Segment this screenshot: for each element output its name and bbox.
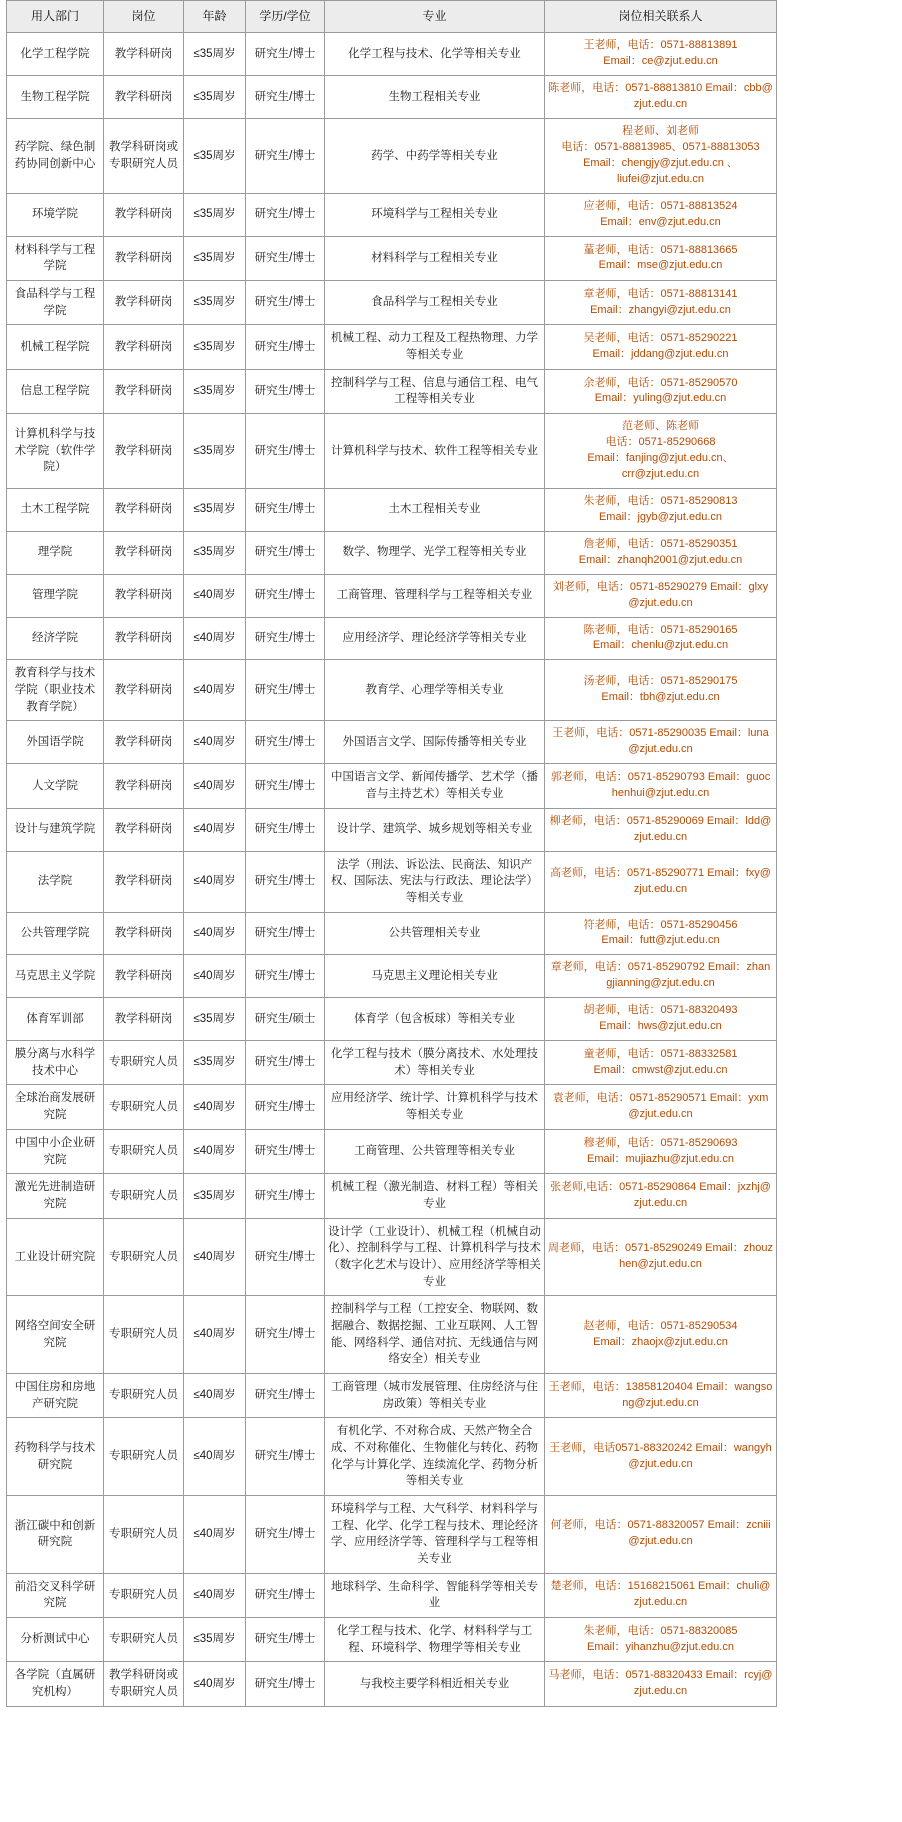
cell-age: ≤40周岁 <box>184 1373 246 1417</box>
cell-department: 环境学院 <box>7 193 104 236</box>
cell-contact: 穆老师，电话：0571-85290693 Email：mujiazhu@zjut.edu.cn <box>545 1129 777 1173</box>
cell-major: 化学工程与技术、化学、材料科学与工程、环境科学、物理学等相关专业 <box>325 1617 545 1661</box>
table-row <box>7 325 777 369</box>
cell-education: 研究生/博士 <box>246 912 325 955</box>
cell-major: 设计学、建筑学、城乡规划等相关专业 <box>325 808 545 851</box>
cell-post: 教学科研岗 <box>104 193 184 236</box>
cell-department: 法学院 <box>7 851 104 912</box>
cell-age: ≤35周岁 <box>184 414 246 489</box>
cell-contact: 马老师，电话：0571-88320433 Email：rcyj@zjut.edu.cn <box>545 1662 777 1706</box>
cell-education: 研究生/博士 <box>246 1495 325 1573</box>
cell-major: 土木工程相关专业 <box>325 488 545 531</box>
cell-post: 教学科研岗 <box>104 808 184 851</box>
cell-contact: 符老师，电话：0571-85290456 Email：futt@zjut.edu.cn <box>545 912 777 955</box>
cell-age: ≤35周岁 <box>184 369 246 413</box>
cell-department: 全球治商发展研究院 <box>7 1085 104 1129</box>
cell-post: 教学科研岗 <box>104 764 184 808</box>
cell-post: 专职研究人员 <box>104 1041 184 1085</box>
cell-education: 研究生/博士 <box>246 955 325 998</box>
cell-post: 专职研究人员 <box>104 1418 184 1496</box>
table-row <box>7 193 777 236</box>
cell-education: 研究生/博士 <box>246 764 325 808</box>
cell-major: 环境科学与工程相关专业 <box>325 193 545 236</box>
table-row <box>7 414 777 489</box>
cell-department: 化学工程学院 <box>7 33 104 76</box>
cell-major: 马克思主义理论相关专业 <box>325 955 545 998</box>
cell-contact: 王老师，电话：13858120404 Email：wangsong@zjut.edu.cn <box>545 1373 777 1417</box>
cell-department: 膜分离与水科学技术中心 <box>7 1041 104 1085</box>
cell-post: 教学科研岗 <box>104 488 184 531</box>
cell-education: 研究生/博士 <box>246 1174 325 1218</box>
cell-major: 中国语言文学、新闻传播学、艺术学（播音与主持艺术）等相关专业 <box>325 764 545 808</box>
cell-major: 机械工程（激光制造、材料工程）等相关专业 <box>325 1174 545 1218</box>
cell-education: 研究生/博士 <box>246 1085 325 1129</box>
cell-department: 激光先进制造研究院 <box>7 1174 104 1218</box>
table-row <box>7 531 777 574</box>
cell-contact: 童老师，电话：0571-88332581 Email：cmwst@zjut.edu.cn <box>545 1041 777 1085</box>
table-row <box>7 574 777 617</box>
cell-major: 与我校主要学科相近相关专业 <box>325 1662 545 1706</box>
cell-major: 机械工程、动力工程及工程热物理、力学等相关专业 <box>325 325 545 369</box>
cell-age: ≤35周岁 <box>184 1617 246 1661</box>
cell-age: ≤35周岁 <box>184 1174 246 1218</box>
cell-age: ≤40周岁 <box>184 1662 246 1706</box>
cell-major: 工商管理、公共管理等相关专业 <box>325 1129 545 1173</box>
cell-post: 教学科研岗 <box>104 660 184 721</box>
cell-post: 专职研究人员 <box>104 1218 184 1296</box>
cell-major: 设计学（工业设计）、机械工程（机械自动化）、控制科学与工程、计算机科学与技术（数字化艺术与设计）、应用经济学等相关专业 <box>325 1218 545 1296</box>
cell-major: 控制科学与工程、信息与通信工程、电气工程等相关专业 <box>325 369 545 413</box>
table-row <box>7 1373 777 1417</box>
cell-major: 工商管理（城市发展管理、住房经济与住房政策）等相关专业 <box>325 1373 545 1417</box>
cell-department: 人文学院 <box>7 764 104 808</box>
cell-contact: 陈老师，电话：0571-85290165 Email：chenlu@zjut.edu.cn <box>545 617 777 660</box>
cell-education: 研究生/博士 <box>246 33 325 76</box>
cell-age: ≤40周岁 <box>184 1418 246 1496</box>
cell-post: 专职研究人员 <box>104 1495 184 1573</box>
cell-contact: 章老师，电话：0571-85290792 Email：zhangjianning@zjut.edu.cn <box>545 955 777 998</box>
cell-department: 材料科学与工程学院 <box>7 236 104 280</box>
cell-department: 经济学院 <box>7 617 104 660</box>
cell-contact: 张老师,电话：0571-85290864 Email：jxzhj@zjut.edu.cn <box>545 1174 777 1218</box>
cell-major: 控制科学与工程（工控安全、物联网、数据融合、数据挖掘、工业互联网、人工智能、网络科学、通信对抗、无线通信与网络安全）相关专业 <box>325 1296 545 1374</box>
cell-department: 工业设计研究院 <box>7 1218 104 1296</box>
cell-contact: 汤老师，电话：0571-85290175 Email：tbh@zjut.edu.cn <box>545 660 777 721</box>
cell-department: 机械工程学院 <box>7 325 104 369</box>
column-header-major: 专业 <box>325 1 545 33</box>
cell-education: 研究生/博士 <box>246 1662 325 1706</box>
cell-age: ≤35周岁 <box>184 998 246 1041</box>
cell-post: 教学科研岗或专职研究人员 <box>104 119 184 194</box>
cell-post: 教学科研岗 <box>104 76 184 119</box>
cell-post: 教学科研岗 <box>104 955 184 998</box>
table-row <box>7 1129 777 1173</box>
table-row <box>7 236 777 280</box>
cell-contact: 柳老师，电话：0571-85290069 Email：ldd@zjut.edu.cn <box>545 808 777 851</box>
cell-contact: 刘老师，电话：0571-85290279 Email：glxy@zjut.edu.cn <box>545 574 777 617</box>
cell-major: 地球科学、生命科学、智能科学等相关专业 <box>325 1573 545 1617</box>
cell-education: 研究生/硕士 <box>246 998 325 1041</box>
cell-post: 教学科研岗 <box>104 236 184 280</box>
cell-major: 外国语言文学、国际传播等相关专业 <box>325 721 545 764</box>
cell-post: 教学科研岗 <box>104 531 184 574</box>
table-row <box>7 281 777 325</box>
cell-contact: 蓳老师，电话：0571-88813665 Email：mse@zjut.edu.cn <box>545 236 777 280</box>
cell-age: ≤40周岁 <box>184 1085 246 1129</box>
cell-department: 马克思主义学院 <box>7 955 104 998</box>
cell-department: 食品科学与工程学院 <box>7 281 104 325</box>
table-header <box>7 1 777 33</box>
cell-contact: 范老师、陈老师 电话：0571-85290668 Email：fanjing@zjut.edu.cn、 crr@zjut.edu.cn <box>545 414 777 489</box>
cell-contact: 吴老师，电话：0571-85290221 Email：jddang@zjut.edu.cn <box>545 325 777 369</box>
cell-age: ≤40周岁 <box>184 574 246 617</box>
cell-major: 生物工程相关专业 <box>325 76 545 119</box>
cell-age: ≤35周岁 <box>184 1041 246 1085</box>
cell-education: 研究生/博士 <box>246 1418 325 1496</box>
cell-age: ≤35周岁 <box>184 531 246 574</box>
table-row <box>7 369 777 413</box>
cell-contact: 朱老师，电话：0571-88320085 Email：yihanzhu@zjut.edu.cn <box>545 1617 777 1661</box>
cell-post: 教学科研岗 <box>104 998 184 1041</box>
cell-contact: 郭老师，电话：0571-85290793 Email：guochenhui@zjut.edu.cn <box>545 764 777 808</box>
cell-age: ≤35周岁 <box>184 325 246 369</box>
cell-contact: 何老师，电话：0571-88320057 Email：zcniii@zjut.edu.cn <box>545 1495 777 1573</box>
cell-department: 生物工程学院 <box>7 76 104 119</box>
cell-department: 分析测试中心 <box>7 1617 104 1661</box>
cell-contact: 赵老师，电话：0571-85290534 Email：zhaojx@zjut.edu.cn <box>545 1296 777 1374</box>
table-row <box>7 617 777 660</box>
cell-education: 研究生/博士 <box>246 1129 325 1173</box>
cell-department: 中国住房和房地产研究院 <box>7 1373 104 1417</box>
cell-department: 浙江碳中和创新研究院 <box>7 1495 104 1573</box>
table-header-row <box>7 1 777 33</box>
cell-department: 教育科学与技术学院（职业技术教育学院） <box>7 660 104 721</box>
cell-department: 设计与建筑学院 <box>7 808 104 851</box>
cell-education: 研究生/博士 <box>246 617 325 660</box>
column-header-contact: 岗位相关联系人 <box>545 1 777 33</box>
cell-education: 研究生/博士 <box>246 531 325 574</box>
cell-age: ≤40周岁 <box>184 1296 246 1374</box>
cell-post: 教学科研岗 <box>104 414 184 489</box>
table-row <box>7 660 777 721</box>
cell-age: ≤40周岁 <box>184 660 246 721</box>
cell-contact: 王老师，电话：0571-88813891 Email：ce@zjut.edu.cn <box>545 33 777 76</box>
cell-major: 环境科学与工程、大气科学、材料科学与工程、化学、化学工程与技术、理论经济学、应用经济学等、管理科学与工程等相关专业 <box>325 1495 545 1573</box>
table-row <box>7 764 777 808</box>
table-row <box>7 912 777 955</box>
cell-contact: 王老师，电话0571-88320242 Email：wangyh@zjut.edu.cn <box>545 1418 777 1496</box>
cell-education: 研究生/博士 <box>246 660 325 721</box>
cell-major: 有机化学、不对称合成、天然产物全合成、不对称催化、生物催化与转化、药物化学与计算化学、连续流化学、药物分析等相关专业 <box>325 1418 545 1496</box>
table-row <box>7 998 777 1041</box>
table-row <box>7 1296 777 1374</box>
table-row <box>7 1218 777 1296</box>
cell-post: 教学科研岗 <box>104 369 184 413</box>
cell-age: ≤35周岁 <box>184 33 246 76</box>
cell-education: 研究生/博士 <box>246 1218 325 1296</box>
cell-education: 研究生/博士 <box>246 808 325 851</box>
cell-department: 计算机科学与技术学院（软件学院） <box>7 414 104 489</box>
table-row <box>7 1085 777 1129</box>
column-header-post: 岗位 <box>104 1 184 33</box>
cell-department: 土木工程学院 <box>7 488 104 531</box>
cell-age: ≤40周岁 <box>184 1495 246 1573</box>
cell-department: 药物科学与技术研究院 <box>7 1418 104 1496</box>
cell-department: 管理学院 <box>7 574 104 617</box>
cell-department: 药学院、绿色制药协同创新中心 <box>7 119 104 194</box>
table-row <box>7 76 777 119</box>
table-row <box>7 721 777 764</box>
table-row <box>7 1495 777 1573</box>
cell-department: 公共管理学院 <box>7 912 104 955</box>
cell-education: 研究生/博士 <box>246 1296 325 1374</box>
cell-department: 中国中小企业研究院 <box>7 1129 104 1173</box>
table-row <box>7 119 777 194</box>
cell-contact: 周老师，电话：0571-85290249 Email：zhouzhen@zjut.edu.cn <box>545 1218 777 1296</box>
cell-major: 体育学（包含板球）等相关专业 <box>325 998 545 1041</box>
cell-post: 教学科研岗 <box>104 912 184 955</box>
cell-education: 研究生/博士 <box>246 193 325 236</box>
cell-age: ≤40周岁 <box>184 764 246 808</box>
cell-education: 研究生/博士 <box>246 281 325 325</box>
cell-major: 教育学、心理学等相关专业 <box>325 660 545 721</box>
cell-age: ≤40周岁 <box>184 1129 246 1173</box>
cell-education: 研究生/博士 <box>246 488 325 531</box>
cell-post: 专职研究人员 <box>104 1085 184 1129</box>
cell-major: 药学、中药学等相关专业 <box>325 119 545 194</box>
table-row <box>7 1174 777 1218</box>
cell-age: ≤40周岁 <box>184 912 246 955</box>
cell-post: 教学科研岗 <box>104 574 184 617</box>
cell-education: 研究生/博士 <box>246 1373 325 1417</box>
cell-age: ≤40周岁 <box>184 617 246 660</box>
cell-major: 计算机科学与技术、软件工程等相关专业 <box>325 414 545 489</box>
cell-education: 研究生/博士 <box>246 76 325 119</box>
cell-post: 专职研究人员 <box>104 1373 184 1417</box>
cell-major: 工商管理、管理科学与工程等相关专业 <box>325 574 545 617</box>
cell-post: 教学科研岗或专职研究人员 <box>104 1662 184 1706</box>
table-row <box>7 1662 777 1706</box>
cell-department: 各学院（直属研究机构） <box>7 1662 104 1706</box>
cell-major: 公共管理相关专业 <box>325 912 545 955</box>
cell-department: 理学院 <box>7 531 104 574</box>
cell-age: ≤40周岁 <box>184 1573 246 1617</box>
cell-age: ≤35周岁 <box>184 236 246 280</box>
cell-contact: 朱老师，电话：0571-85290813 Email：jgyb@zjut.edu.cn <box>545 488 777 531</box>
cell-contact: 陈老师，电话：0571-88813810 Email：cbb@zjut.edu.cn <box>545 76 777 119</box>
cell-education: 研究生/博士 <box>246 1041 325 1085</box>
cell-post: 专职研究人员 <box>104 1129 184 1173</box>
table-row <box>7 488 777 531</box>
cell-post: 专职研究人员 <box>104 1617 184 1661</box>
cell-education: 研究生/博士 <box>246 369 325 413</box>
cell-education: 研究生/博士 <box>246 1573 325 1617</box>
cell-contact: 应老师，电话：0571-88813524 Email：env@zjut.edu.cn <box>545 193 777 236</box>
table-body <box>7 33 777 1706</box>
cell-education: 研究生/博士 <box>246 574 325 617</box>
cell-contact: 詹老师，电话：0571-85290351 Email：zhanqh2001@zjut.edu.cn <box>545 531 777 574</box>
cell-post: 教学科研岗 <box>104 33 184 76</box>
cell-major: 法学（刑法、诉讼法、民商法、知识产权、国际法、宪法与行政法、理论法学）等相关专业 <box>325 851 545 912</box>
cell-education: 研究生/博士 <box>246 414 325 489</box>
table-row <box>7 955 777 998</box>
cell-department: 体育军训部 <box>7 998 104 1041</box>
cell-contact: 胡老师，电话：0571-88320493 Email：hws@zjut.edu.cn <box>545 998 777 1041</box>
cell-age: ≤35周岁 <box>184 488 246 531</box>
cell-post: 教学科研岗 <box>104 851 184 912</box>
cell-post: 教学科研岗 <box>104 721 184 764</box>
column-header-age: 年龄 <box>184 1 246 33</box>
cell-post: 专职研究人员 <box>104 1573 184 1617</box>
cell-major: 材料科学与工程相关专业 <box>325 236 545 280</box>
cell-contact: 袁老师，电话：0571-85290571 Email：yxm@zjut.edu.cn <box>545 1085 777 1129</box>
cell-department: 前沿交叉科学研究院 <box>7 1573 104 1617</box>
cell-major: 食品科学与工程相关专业 <box>325 281 545 325</box>
cell-post: 教学科研岗 <box>104 325 184 369</box>
cell-education: 研究生/博士 <box>246 851 325 912</box>
cell-education: 研究生/博士 <box>246 721 325 764</box>
cell-education: 研究生/博士 <box>246 119 325 194</box>
cell-age: ≤40周岁 <box>184 851 246 912</box>
cell-department: 网络空间安全研究院 <box>7 1296 104 1374</box>
cell-post: 教学科研岗 <box>104 617 184 660</box>
cell-contact: 高老师，电话：0571-85290771 Email：fxy@zjut.edu.cn <box>545 851 777 912</box>
recruitment-table <box>6 0 777 1707</box>
cell-age: ≤35周岁 <box>184 76 246 119</box>
cell-age: ≤35周岁 <box>184 193 246 236</box>
table-row <box>7 1573 777 1617</box>
cell-age: ≤40周岁 <box>184 1218 246 1296</box>
table-row <box>7 33 777 76</box>
cell-major: 应用经济学、统计学、计算机科学与技术等相关专业 <box>325 1085 545 1129</box>
cell-contact: 楚老师，电话：15168215061 Email：chuli@zjut.edu.cn <box>545 1573 777 1617</box>
cell-department: 外国语学院 <box>7 721 104 764</box>
column-header-education: 学历/学位 <box>246 1 325 33</box>
table-row <box>7 1418 777 1496</box>
cell-major: 化学工程与技术（膜分离技术、水处理技术）等相关专业 <box>325 1041 545 1085</box>
cell-major: 数学、物理学、光学工程等相关专业 <box>325 531 545 574</box>
cell-major: 应用经济学、理论经济学等相关专业 <box>325 617 545 660</box>
cell-education: 研究生/博士 <box>246 325 325 369</box>
cell-age: ≤40周岁 <box>184 955 246 998</box>
cell-post: 教学科研岗 <box>104 281 184 325</box>
table-row <box>7 1041 777 1085</box>
cell-post: 专职研究人员 <box>104 1174 184 1218</box>
cell-education: 研究生/博士 <box>246 236 325 280</box>
cell-age: ≤40周岁 <box>184 721 246 764</box>
cell-contact: 余老师，电话：0571-85290570 Email：yuling@zjut.edu.cn <box>545 369 777 413</box>
cell-contact: 章老师，电话：0571-88813141 Email：zhangyi@zjut.edu.cn <box>545 281 777 325</box>
column-header-department: 用人部门 <box>7 1 104 33</box>
cell-contact: 程老师、刘老师 电话：0571-88813985、0571-88813053 Email：chengjy@zjut.edu.cn 、 liufei@zjut.edu.cn <box>545 119 777 194</box>
cell-age: ≤40周岁 <box>184 808 246 851</box>
cell-age: ≤35周岁 <box>184 119 246 194</box>
table-row <box>7 808 777 851</box>
cell-education: 研究生/博士 <box>246 1617 325 1661</box>
cell-contact: 王老师，电话：0571-85290035 Email：luna@zjut.edu.cn <box>545 721 777 764</box>
cell-post: 专职研究人员 <box>104 1296 184 1374</box>
cell-major: 化学工程与技术、化学等相关专业 <box>325 33 545 76</box>
table-row <box>7 1617 777 1661</box>
table-row <box>7 851 777 912</box>
cell-department: 信息工程学院 <box>7 369 104 413</box>
cell-age: ≤35周岁 <box>184 281 246 325</box>
